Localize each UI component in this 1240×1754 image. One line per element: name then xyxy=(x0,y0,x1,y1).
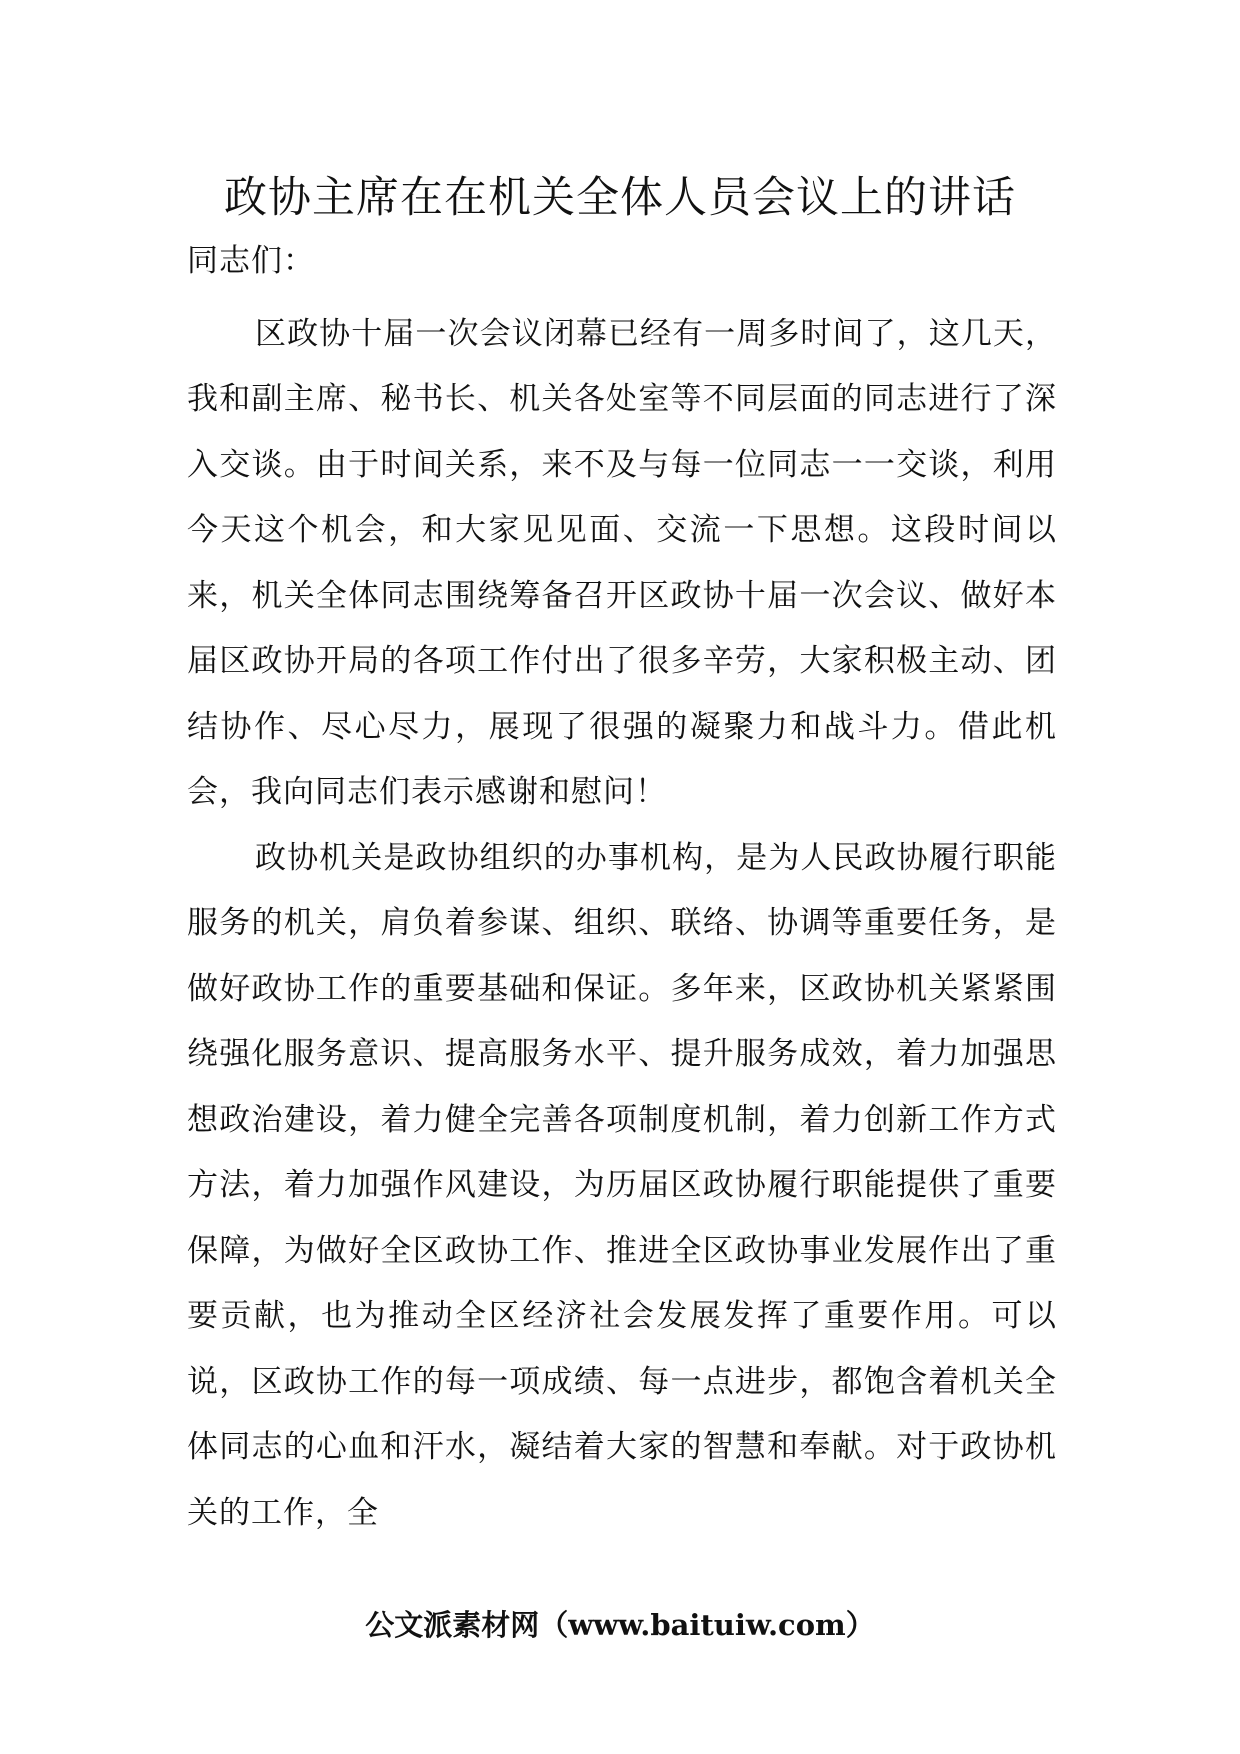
paragraph-1: 区政协十届一次会议闭幕已经有一周多时间了，这几天，我和副主席、秘书长、机关各处室等不同层面的同志进行了深入交谈。由于时间关系，来不及与每一位同志一一交谈，利用今天这个机会，和大家见见面、交流一下思想。这段时间以来，机关全体同志围绕筹备召开区政协十届一次会议、做好本届区政协开局的各项工作付出了很多辛劳，大家积极主动、团结协作、尽心尽力，展现了很强的凝聚力和战斗力。借此机会，我向同志们表示感谢和慰问！ xyxy=(187,315,1057,810)
document-title: 政协主席在在机关全体人员会议上的讲话 xyxy=(224,173,1016,223)
paragraph-2: 政协机关是政协组织的办事机构，是为人民政协履行职能服务的机关，肩负着参谋、组织、联络、协调等重要任务，是做好政协工作的重要基础和保证。多年来，区政协机关紧紧围绕强化服务意识、提高服务水平、提升服务成效，着力加强思想政治建设，着力健全完善各项制度机制，着力创新工作方式方法，着力加强作风建设，为历届区政协履行职能提供了重要保障，为做好全区政协工作、推进全区政协事业发展作出了重要贡献，也为推动全区经济社会发展发挥了重要作用。可以说，区政协工作的每一项成绩、每一点进步，都饱含着机关全体同志的心血和汗水，凝结着大家的智慧和奉献。对于政协机关的工作，全 xyxy=(187,839,1057,1531)
salutation: 同志们： xyxy=(187,243,315,279)
document-body xyxy=(187,236,1057,1546)
footer-source-text: 公文派素材网（www.baituiw.com） xyxy=(365,1608,875,1642)
